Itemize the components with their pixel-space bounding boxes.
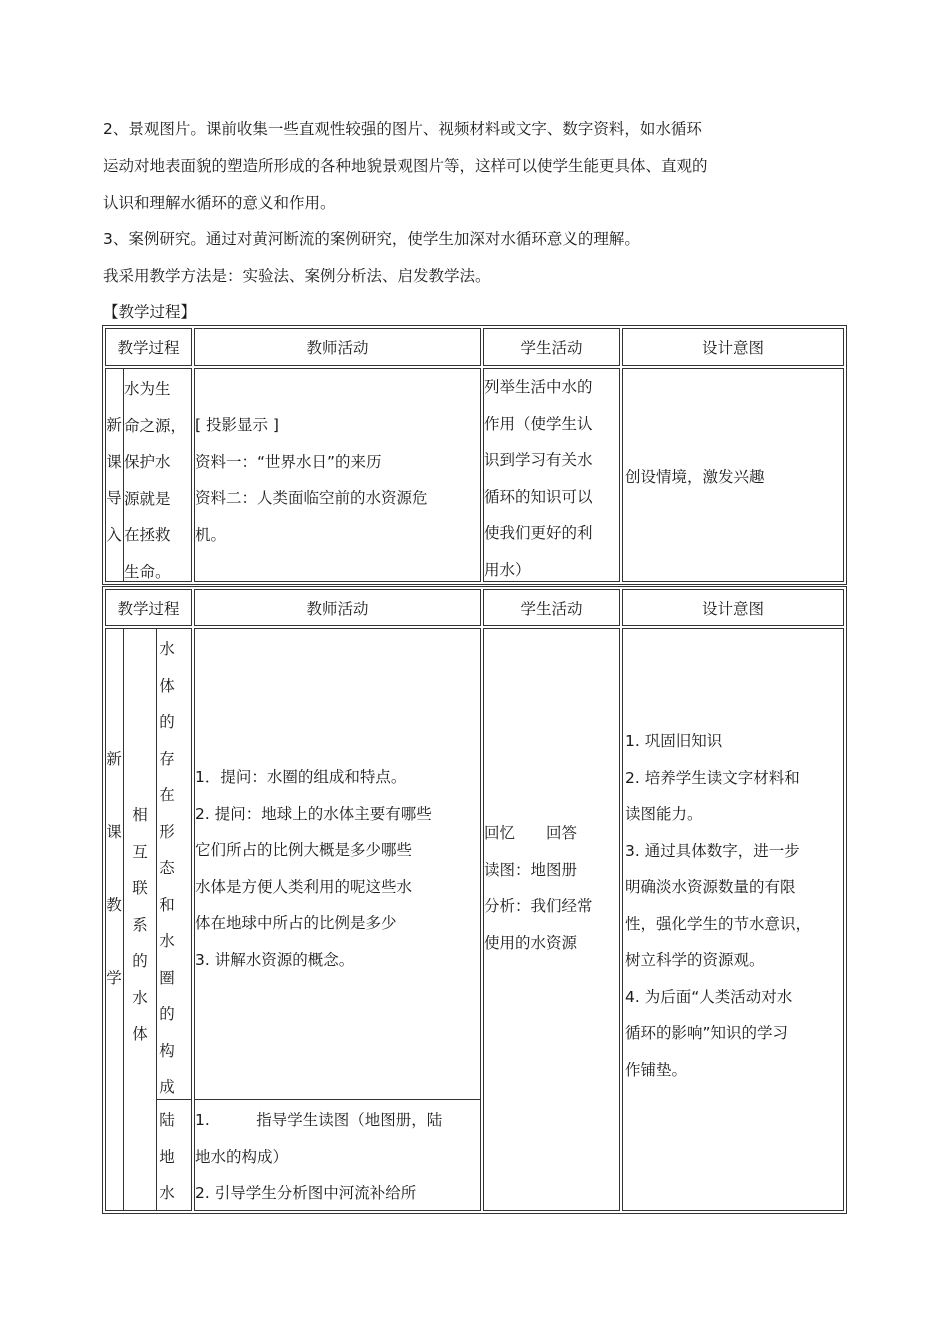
paragraph-line-1: 2、景观图片。课前收集一些直观性较强的图片、视频材料或文字、数字资料，如水循环 [103, 120, 702, 138]
table2-subtopic1-cell [156, 628, 192, 1100]
table1-stage-cell [105, 368, 124, 582]
table2-stage-cell [105, 628, 124, 1211]
table1-header-process: 教学过程 [105, 328, 192, 366]
table1-header-student: 学生活动 [483, 328, 620, 366]
table2-header-process: 教学过程 [105, 589, 192, 626]
table2-subtopic1-label: 水 体 的 存 在 形 态 和 水 圈 的 构 成 [159, 640, 175, 1096]
table2-teacher2-text: 1. 指导学生读图（地图册，陆 地水的构成） 2. 引导学生分析图中河流补给所 [195, 1111, 443, 1202]
paragraph-line-4: 3、案例研究。通过对黄河断流的案例研究，使学生加深对水循环意义的理解。 [103, 230, 640, 248]
table2-teacher1-cell [194, 628, 481, 1100]
paragraph-line-2: 运动对地表面貌的塑造所形成的各种地貌景观图片等，这样可以使学生能更具体、直观的 [103, 157, 708, 175]
table2-student-text: 回忆 回答 读图：地图册 分析：我们经常 使用的水资源 [484, 824, 593, 952]
table2-header-design: 设计意图 [622, 589, 844, 626]
table2-header-teacher: 教师活动 [194, 589, 481, 626]
paragraph-line-5: 我采用教学方法是：实验法、案例分析法、启发教学法。 [103, 267, 491, 285]
table2-student-cell [483, 628, 620, 1211]
table1-design-cell [622, 368, 844, 582]
table1-header-design: 设计意图 [622, 328, 844, 366]
table2-topic-label: 相 互 联 系 的 水 体 [132, 806, 148, 1043]
table2-design-text: 1. 巩固旧知识 2. 培养学生读文字材料和 读图能力。 3. 通过具体数字，进一步 明确淡水资源数量的有限 性，强化学生的节水意识， 树立科学的资源观。 4. 为后面“人类活动对水 循环的影响”知识的学习 作铺垫。 [625, 732, 812, 1079]
paragraph-line-3: 认识和理解水循环的意义和作用。 [103, 194, 336, 212]
table1-teacher-text: [ 投影显示 ] 资料一：“世界水日”的来历 资料二：人类面临空前的水资源危 机。 [195, 416, 428, 544]
table2-subtopic2-label: 陆 地 水 [159, 1111, 175, 1202]
table1-stage-label: 新 课 导 入 [106, 416, 122, 544]
table1-teacher-cell [194, 368, 481, 582]
table2-teacher2-cell [194, 1099, 481, 1211]
table2-design-cell [622, 628, 844, 1211]
table1-theme-cell [123, 368, 192, 582]
table2-stage-label: 新 课 教 学 [106, 750, 122, 987]
table1-design-text: 创设情境，激发兴趣 [625, 468, 765, 486]
table2-teacher1-text: 1．提问：水圈的组成和特点。 2. 提问：地球上的水体主要有哪些 它们所占的比例大概是多少哪些 水体是方便人类利用的呢这些水 体在地球中所占的比例是多少 3. 讲解水资源的概念。 [195, 768, 432, 969]
table1-student-text: 列举生活中水的 作用（使学生认 识到学习有关水 循环的知识可以 使我们更好的利 用水） [484, 378, 593, 579]
table1-header-teacher: 教师活动 [194, 328, 481, 366]
section-title: 【教学过程】 [103, 303, 197, 321]
table1-student-cell [483, 368, 620, 582]
table2-subtopic2-cell [156, 1099, 192, 1211]
table2-topic-cell [123, 628, 157, 1211]
table2-header-student: 学生活动 [483, 589, 620, 626]
table1-theme-text: 水为生 命之源， 保护水 源就是 在拯救 生命。 [124, 380, 187, 581]
